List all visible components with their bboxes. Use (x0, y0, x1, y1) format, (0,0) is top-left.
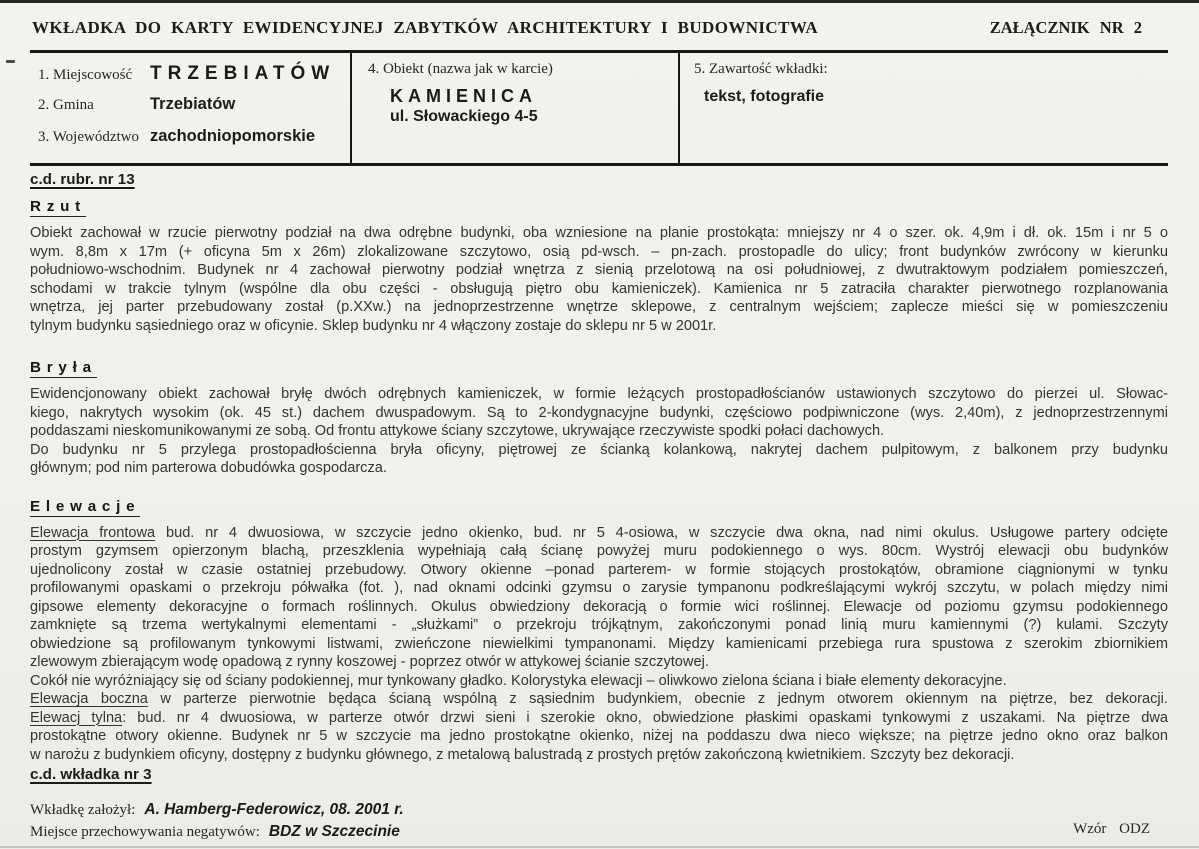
text-line: zlewowym zbierającym wodę opadową z rynny koszowej - poprzez otwór w attykowej ścianie szczytowej. (30, 654, 709, 670)
text-line: Obiekt zachował w rzucie pierwotny podział na dwa odrębne budynki, oba wzniesione na planie prostokąta: mniejszy nr 4 o szer. ok. 4,9m i dł. ok. 15m i nr 5 o (30, 225, 1168, 241)
elewacja-frontowa-lead: Elewacja frontowa (30, 524, 156, 541)
bryla-paragraph (30, 385, 1168, 478)
founder-label: Wkładkę założył: (30, 802, 136, 818)
section-elewacje (30, 498, 1168, 765)
text-line: południowo-wschodnim. Budynek nr 4 zachował pierwotny podział wnętrza z sienią przelotową na osi południowej, z dwutraktowym podziałem pomieszczeń, (30, 262, 1168, 278)
text-line: schodami w trakcie tylnym (wspólne dla obu części - obsługują piętro obu kamieniczek). Kamienica nr 5 zatraciła charakter pierwotnego rozplanowania (30, 280, 1168, 297)
continuation-note-top: c.d. rubr. nr 13 (30, 171, 135, 188)
text-line: tylnym budynku sąsiedniego oraz w oficynie. Sklep budynku nr 4 włączony zostaje do sklepu nr 5 w 2001r. (30, 317, 717, 334)
field-label-wojewodztwo: 3. Województwo (38, 129, 140, 145)
text-line: gipsowe elementy dekoracyjne o formach roślinnych. Okulus obwiedziony dekoracją o formie wici roślinnej. Elewacje od poziomu gzymsu podokiennego (30, 598, 1168, 615)
section-heading-elewacje: Elewacje (30, 497, 141, 515)
text-line (30, 709, 1168, 728)
text-line: obwiedzione są profilowanym tynkowymi listwami, zwieńczone niewielkimi tympanonami. Między kamienicami przebiega rura spustowa z szerokim zbiornikiem (30, 635, 1168, 652)
scan-artifact (6, 60, 15, 63)
text-line: głównym; pod nim parterowa dobudówka gospodarcza. (30, 460, 387, 476)
text-line: Ewidencjonowany obiekt zachował bryłę dwóch odrębnych kamieniczek, w formie leżących prostopadłościanów ustawionych szczytowo do pierzei ul. Słowac- (30, 386, 1168, 402)
elewacja-boczna-lead: Elewacja boczna (30, 691, 148, 707)
text-line: ujednolicony został w czasie ostatniej przebudowy. Otwory okienne –ponad parterem- w formie stojących prostokątów, obramione ciągnionymi w tynku (30, 561, 1168, 578)
text-line: wnętrza, jej parter przebudowany został (p.XXw.) na jednoprzestrzenne wnętrze sklepowe, z centralnym wejściem; zaplecze mieści się w pomieszczeniu (30, 299, 1168, 315)
text-line (30, 524, 1168, 543)
negatives-label: Miejsce przechowywania negatywów: (30, 824, 260, 840)
footer-negatives-row (30, 823, 404, 841)
form-row-gmina (38, 93, 344, 125)
form-row-miejscowosc (38, 61, 344, 93)
form-column-contents (680, 53, 1168, 163)
text-line-rest: bud. nr 4 dwuosiowa, w szczycie jedno okienko, bud. nr 5 4-osiowa, w szczycie dwa okna, nad nimi okulus. Usługowe partery odcięte (155, 524, 1168, 541)
text-line: wym. 8,8m x 17m (+ oficyna 5m x 26m) zlokalizowane szczytowo, osią pd-wsch. – pn-zach. prostopadle do ulicy; front budynków zwrócony w kierunku (30, 243, 1168, 260)
field-value-miejscowosc: TRZEBIATÓW (150, 63, 336, 84)
form-column-object (352, 53, 680, 163)
text-line (30, 690, 1168, 709)
field-label-zawartosc: 5. Zawartość wkładki: (694, 61, 828, 77)
form-row-wojewodztwo (38, 125, 344, 157)
text-line: prostym gzymsem opierzonym blachą, przeszklenia wypełniają całą ścianę powyżej muru podokiennego o wys. 80cm. Wystrój elewacji obu budynków (30, 543, 1168, 559)
text-line-rest: w parterze pierwotnie będąca ścianą wspólną z sąsiednim budynkiem, obecnie z jednym otworem okiennym na piętrze, bez dekoracji. (147, 691, 1168, 707)
text-line: w narożu z budynkiem oficyny, dostępny z budynku głównego, z metalową balustradą z prostych prętów zakończoną kwietnikiem. Szczyty bez dekoracji. (30, 746, 1015, 763)
form-table (30, 53, 1168, 166)
field-label-miejscowosc: 1. Miejscowość (38, 67, 133, 83)
field-label-obiekt: 4. Obiekt (nazwa jak w karcie) (368, 61, 553, 77)
text-line: Do budynku nr 5 przylega prostopadłościenna bryła oficyny, piętrowej ze ścianką kolankową, nakrytej dachem pulpitowym, z balkonem przy budynku (30, 441, 1168, 458)
field-value-wojewodztwo: zachodniopomorskie (150, 127, 316, 145)
section-heading-bryla: Bryła (30, 359, 97, 376)
form-column-location (30, 53, 352, 163)
field-value-obiekt-address: ul. Słowackiego 4-5 (390, 108, 538, 125)
text-line: kiego, nakrytych wysokim (ok. 45 st.) dachem dwuspadowym. Są to 2-kondygnacyjne budynki, częściowo podpiwniczone (wys. 2,40m), z jednoprzestrzennymi (30, 404, 1168, 421)
section-bryla (30, 359, 1168, 478)
section-rzut (30, 198, 1168, 335)
field-value-zawartosc: tekst, fotografie (704, 88, 825, 105)
text-line: zamknięte są trzema wertykalnymi elementami - „służkami” o przekroju trójkątnym, zakończonymi ponad linią muru kamiennymi (?) kulami. Szczyty (30, 617, 1168, 633)
footer-left (30, 801, 404, 841)
rzut-paragraph (30, 224, 1168, 335)
continuation-note-bottom: c.d. wkładka nr 3 (30, 766, 152, 783)
text-line: poddaszami nieskomunikowanymi ze sobą. Od frontu attykowe ściany szczytowe, ukrywające rzeczywiste spodki połaci dachowych. (30, 423, 885, 439)
founder-value: A. Hamberg-Federowicz, 08. 2001 r. (144, 801, 404, 818)
document-footer (30, 801, 1168, 841)
wzor-label: Wzór ODZ (1073, 821, 1150, 837)
field-value-obiekt-name: KAMIENICA (390, 86, 537, 106)
negatives-value: BDZ w Szczecinie (268, 823, 400, 840)
annex-label: ZAŁĄCZNIK NR 2 (989, 18, 1142, 37)
footer-founder-row (30, 801, 404, 819)
text-line: Cokół nie wyróżniający się od ściany podokiennej, mur tynkowany gładko. Kolorystyka elewacji – oliwkowo zielona ściana i białe elementy dekoracyjne. (30, 672, 1007, 689)
elewacje-paragraph (30, 524, 1168, 765)
text-line: prostokątne otwory okienne. Budynek nr 5 w szczycie ma jedno prostokątne okienko, niżej na poddaszu dwa nieco większe; na piętrze jedno okno oraz balkon (30, 728, 1168, 744)
text-line: profilowanymi opaskami o przekroju półwałka (fot. ), nad oknami odcinki gzymsu o zarysie tympanonu podkreślającymi wykrój szczytu, w polach między nimi (30, 580, 1168, 596)
document-title: WKŁADKA DO KARTY EWIDENCYJNEJ ZABYTKÓW ARCHITEKTURY I BUDOWNICTWA (32, 18, 819, 37)
section-heading-rzut: Rzut (30, 198, 87, 215)
document-header (30, 10, 1168, 53)
elewacja-tylna-lead: Elewacj tylna (30, 709, 123, 726)
field-label-gmina: 2. Gmina (38, 97, 94, 113)
field-value-gmina: Trzebiatów (150, 95, 236, 113)
text-line-rest: : bud. nr 4 dwuosiowa, w parterze otwór drzwi sieni i szerokie okno, obwiedzione płaskimi opaskami tynkowymi z uszakami. Na piętrze dwa (122, 709, 1168, 726)
